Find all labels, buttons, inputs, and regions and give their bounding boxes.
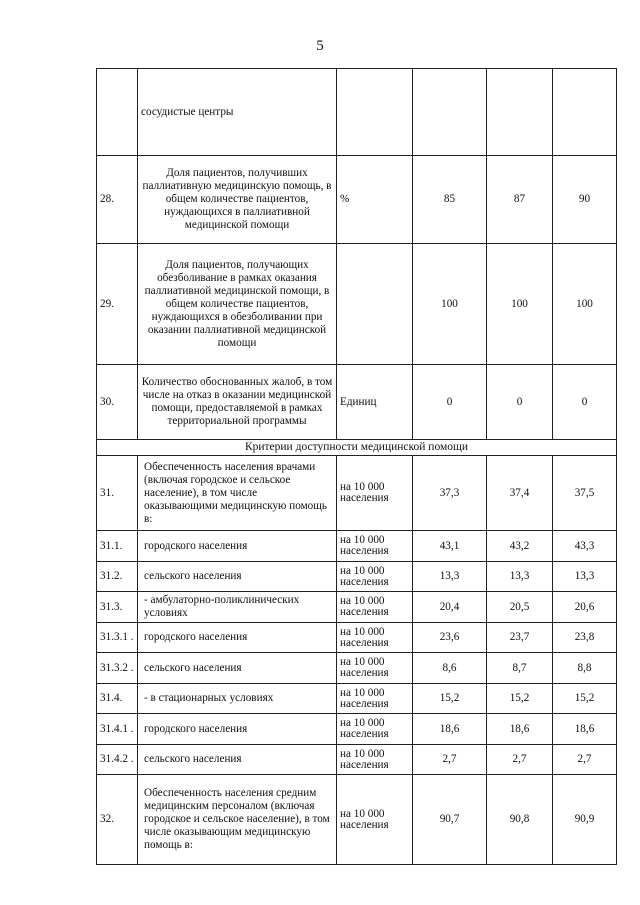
indicator-name: Количество обоснованных жалоб, в том числе на отказ в оказании медицинской помощи, предоставляемой в рамках территориальной программы bbox=[138, 365, 337, 440]
indicator-name: Обеспеченность населения средним медицинским персоналом (включая городское и сельское население), в том числе оказывающим медицинскую помощь в: bbox=[138, 775, 337, 865]
table-row bbox=[97, 592, 617, 623]
value-year-3: 18,6 bbox=[553, 714, 617, 745]
value-year-2: 37,4 bbox=[487, 456, 553, 531]
table-row bbox=[97, 456, 617, 531]
value-year-1: 2,7 bbox=[413, 745, 487, 775]
criteria-table bbox=[96, 68, 617, 865]
value-year-2: 43,2 bbox=[487, 531, 553, 562]
indicator-name: сельского населения bbox=[138, 745, 337, 775]
value-year-3: 90 bbox=[553, 156, 617, 244]
row-number: 31.3. bbox=[97, 592, 138, 623]
value-year-2: 100 bbox=[487, 244, 553, 365]
row-number: 32. bbox=[97, 775, 138, 865]
indicator-name: Доля пациентов, получающих обезболивание в рамках оказания паллиативной медицинской помощи, в общем количестве пациентов, нуждающихся в обезболивании при оказании паллиативной медицинской помощи bbox=[138, 244, 337, 365]
value-year-3: 100 bbox=[553, 244, 617, 365]
value-year-2: 2,7 bbox=[487, 745, 553, 775]
value-year-3: 23,8 bbox=[553, 623, 617, 653]
value-year-1: 18,6 bbox=[413, 714, 487, 745]
value-year-2: 90,8 bbox=[487, 775, 553, 865]
indicator-name: - в стационарных условиях bbox=[138, 684, 337, 714]
value-year-2: 0 bbox=[487, 365, 553, 440]
table-row bbox=[97, 365, 617, 440]
value-year-1: 43,1 bbox=[413, 531, 487, 562]
row-number: 28. bbox=[97, 156, 138, 244]
value-year-2: 20,5 bbox=[487, 592, 553, 623]
table-row bbox=[97, 623, 617, 653]
table-row bbox=[97, 69, 617, 156]
unit-cell bbox=[337, 69, 413, 156]
unit-cell bbox=[337, 244, 413, 365]
value-year-2: 87 bbox=[487, 156, 553, 244]
unit-cell: % bbox=[337, 156, 413, 244]
value-year-1: 37,3 bbox=[413, 456, 487, 531]
value-year-1: 8,6 bbox=[413, 653, 487, 684]
table-row bbox=[97, 714, 617, 745]
row-number: 31.1. bbox=[97, 531, 138, 562]
row-number: 30. bbox=[97, 365, 138, 440]
unit-cell: на 10 000 населения bbox=[337, 775, 413, 865]
value-year-2 bbox=[487, 69, 553, 156]
row-number: 31.4.2 . bbox=[97, 745, 138, 775]
table-row bbox=[97, 653, 617, 684]
row-number: 31.4. bbox=[97, 684, 138, 714]
indicator-name: городского населения bbox=[138, 531, 337, 562]
table-row bbox=[97, 156, 617, 244]
value-year-3: 13,3 bbox=[553, 562, 617, 592]
table-row bbox=[97, 745, 617, 775]
indicator-name: - амбулаторно-поликлинических условиях bbox=[138, 592, 337, 623]
value-year-2: 8,7 bbox=[487, 653, 553, 684]
value-year-2: 18,6 bbox=[487, 714, 553, 745]
row-number bbox=[97, 69, 138, 156]
unit-cell: на 10 000 населения bbox=[337, 653, 413, 684]
value-year-1: 13,3 bbox=[413, 562, 487, 592]
unit-cell: на 10 000 населения bbox=[337, 623, 413, 653]
value-year-1: 85 bbox=[413, 156, 487, 244]
value-year-1: 15,2 bbox=[413, 684, 487, 714]
row-number: 31.3.1 . bbox=[97, 623, 138, 653]
indicator-name: городского населения bbox=[138, 623, 337, 653]
unit-cell: на 10 000 населения bbox=[337, 531, 413, 562]
row-number: 29. bbox=[97, 244, 138, 365]
indicator-name: городского населения bbox=[138, 714, 337, 745]
section-title: Критерии доступности медицинской помощи bbox=[97, 440, 617, 456]
unit-cell: на 10 000 населения bbox=[337, 456, 413, 531]
value-year-3 bbox=[553, 69, 617, 156]
row-number: 31.2. bbox=[97, 562, 138, 592]
row-number: 31. bbox=[97, 456, 138, 531]
value-year-1: 23,6 bbox=[413, 623, 487, 653]
indicator-name: Доля пациентов, получивших паллиативную медицинскую помощь, в общем количестве пациентов, нуждающихся в паллиативной медицинской помощи bbox=[138, 156, 337, 244]
indicator-name: сельского населения bbox=[138, 562, 337, 592]
unit-cell: на 10 000 населения bbox=[337, 592, 413, 623]
page-number: 5 bbox=[316, 38, 324, 54]
unit-cell: на 10 000 населения bbox=[337, 745, 413, 775]
value-year-2: 23,7 bbox=[487, 623, 553, 653]
value-year-1 bbox=[413, 69, 487, 156]
table-row bbox=[97, 562, 617, 592]
value-year-3: 90,9 bbox=[553, 775, 617, 865]
unit-cell: на 10 000 населения bbox=[337, 562, 413, 592]
row-number: 31.4.1 . bbox=[97, 714, 138, 745]
value-year-3: 20,6 bbox=[553, 592, 617, 623]
row-number: 31.3.2 . bbox=[97, 653, 138, 684]
indicator-name: сосудистые центры bbox=[138, 69, 337, 156]
value-year-1: 20,4 bbox=[413, 592, 487, 623]
table-row bbox=[97, 684, 617, 714]
value-year-3: 43,3 bbox=[553, 531, 617, 562]
value-year-3: 0 bbox=[553, 365, 617, 440]
indicator-name: Обеспеченность населения врачами (включая городское и сельское население), в том числе оказывающими медицинскую помощь в: bbox=[138, 456, 337, 531]
value-year-2: 15,2 bbox=[487, 684, 553, 714]
value-year-1: 100 bbox=[413, 244, 487, 365]
table-row bbox=[97, 531, 617, 562]
value-year-2: 13,3 bbox=[487, 562, 553, 592]
value-year-3: 8,8 bbox=[553, 653, 617, 684]
value-year-1: 90,7 bbox=[413, 775, 487, 865]
unit-cell: на 10 000 населения bbox=[337, 714, 413, 745]
section-row bbox=[97, 440, 617, 456]
value-year-3: 2,7 bbox=[553, 745, 617, 775]
value-year-1: 0 bbox=[413, 365, 487, 440]
unit-cell: Единиц bbox=[337, 365, 413, 440]
table-row bbox=[97, 244, 617, 365]
value-year-3: 15,2 bbox=[553, 684, 617, 714]
table-row bbox=[97, 775, 617, 865]
indicator-name: сельского населения bbox=[138, 653, 337, 684]
value-year-3: 37,5 bbox=[553, 456, 617, 531]
unit-cell: на 10 000 населения bbox=[337, 684, 413, 714]
